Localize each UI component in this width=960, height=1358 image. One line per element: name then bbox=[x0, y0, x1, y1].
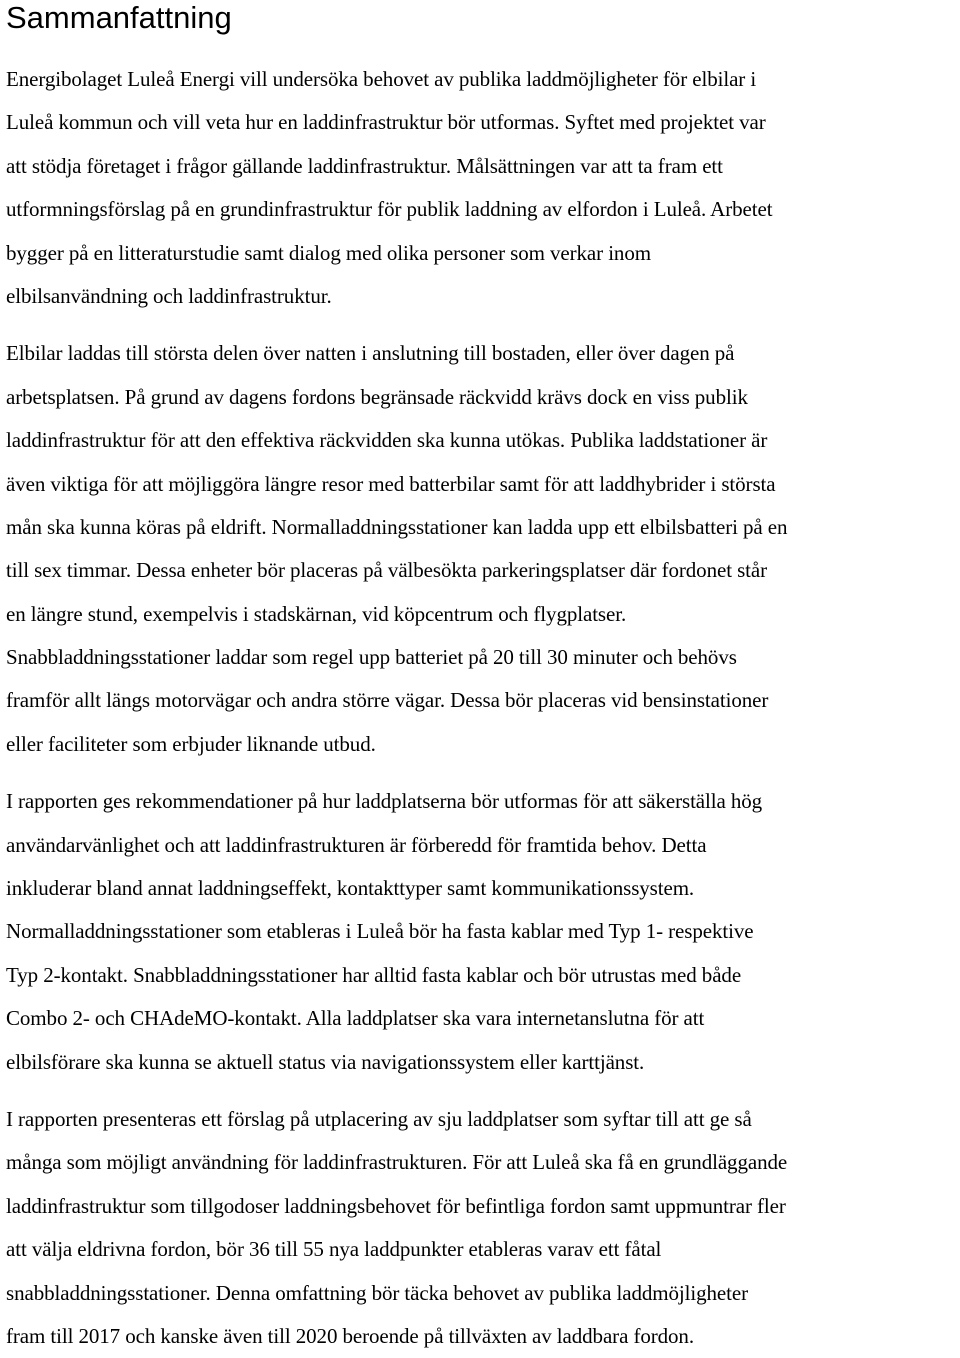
text-line: Typ 2-kontakt. Snabbladdningsstationer har alltid fasta kablar och bör utrustas med både bbox=[6, 962, 742, 987]
text-line: fram till 2017 och kanske även till 2020 beroende på tillväxten av laddbara fordon. bbox=[6, 1323, 694, 1348]
paragraph-proposal bbox=[6, 1098, 958, 1358]
text-line: Energibolaget Luleå Energi vill undersöka behovet av publika laddmöjligheter för elbilar i bbox=[6, 67, 757, 91]
text-line: snabbladdningsstationer. Denna omfattning bör täcka behovet av publika laddmöjligheter bbox=[6, 1280, 748, 1305]
document-page bbox=[6, 0, 958, 1358]
text-line: inkluderar bland annat laddningseffekt, kontakttyper samt kommunikationssystem. bbox=[6, 876, 695, 901]
paragraph-purpose bbox=[6, 58, 958, 318]
paragraph-recommendations bbox=[6, 780, 958, 1084]
text-line: Normalladdningsstationer som etableras i Luleå bör ha fasta kablar med Typ 1- respektive bbox=[6, 919, 754, 944]
text-line: arbetsplatsen. På grund av dagens fordons begränsade räckvidd krävs dock en viss publik bbox=[6, 384, 748, 409]
text-line: laddinfrastruktur som tillgodoser laddningsbehovet för befintliga fordon samt uppmuntrar fler bbox=[6, 1193, 786, 1218]
text-line: I rapporten ges rekommendationer på hur laddplatserna bör utformas för att säkerställa hög bbox=[6, 789, 763, 814]
text-line: I rapporten presenteras ett förslag på utplacering av sju laddplatser som syftar till att ge så bbox=[6, 1106, 752, 1131]
text-line: elbilsanvändning och laddinfrastruktur. bbox=[6, 283, 332, 308]
text-line: Luleå kommun och vill veta hur en laddinfrastruktur bör utformas. Syftet med projektet var bbox=[6, 110, 766, 135]
text-line: många som möjligt användning för laddinfrastrukturen. För att Luleå ska få en grundläggande bbox=[6, 1150, 788, 1175]
text-line: laddinfrastruktur för att den effektiva räckvidden ska kunna utökas. Publika laddstationer är bbox=[6, 428, 768, 453]
text-line: Combo 2- och CHAdeMO-kontakt. Alla laddplatser ska vara internetanslutna för att bbox=[6, 1006, 705, 1031]
text-line: att välja eldrivna fordon, bör 36 till 55 nya laddpunkter etableras varav ett fåtal bbox=[6, 1237, 662, 1262]
text-line: utformningsförslag på en grundinfrastruktur för publik laddning av elfordon i Luleå. Arbetet bbox=[6, 197, 773, 222]
section-heading: Sammanfattning bbox=[6, 0, 232, 35]
text-line: eller faciliteter som erbjuder liknande utbud. bbox=[6, 731, 376, 756]
text-line: Snabbladdningsstationer laddar som regel upp batteriet på 20 till 30 minuter och behövs bbox=[6, 645, 737, 670]
text-line: även viktiga för att möjliggöra längre resor med batterbilar samt för att laddhybrider i största bbox=[6, 471, 776, 496]
text-line: mån ska kunna köras på eldrift. Normalladdningsstationer kan ladda upp ett elbilsbatteri på en bbox=[6, 514, 788, 539]
text-line: bygger på en litteraturstudie samt dialog med olika personer som verkar inom bbox=[6, 240, 651, 265]
text-line: användarvänlighet och att laddinfrastrukturen är förberedd för framtida behov. Detta bbox=[6, 832, 707, 857]
text-line: Elbilar laddas till största delen över natten i anslutning till bostaden, eller över dagen på bbox=[6, 341, 735, 366]
paragraph-charging-types bbox=[6, 332, 958, 766]
text-line: framför allt längs motorvägar och andra större vägar. Dessa bör placeras vid bensinstationer bbox=[6, 688, 769, 713]
text-line: elbilsförare ska kunna se aktuell status via navigationssystem eller karttjänst. bbox=[6, 1049, 645, 1074]
text-line: en längre stund, exempelvis i stadskärnan, vid köpcentrum och flygplatser. bbox=[6, 601, 627, 626]
text-line: att stödja företaget i frågor gällande laddinfrastruktur. Målsättningen var att ta fram ett bbox=[6, 153, 723, 178]
text-line: till sex timmar. Dessa enheter bör placeras på välbesökta parkeringsplatser där fordonet står bbox=[6, 558, 768, 583]
